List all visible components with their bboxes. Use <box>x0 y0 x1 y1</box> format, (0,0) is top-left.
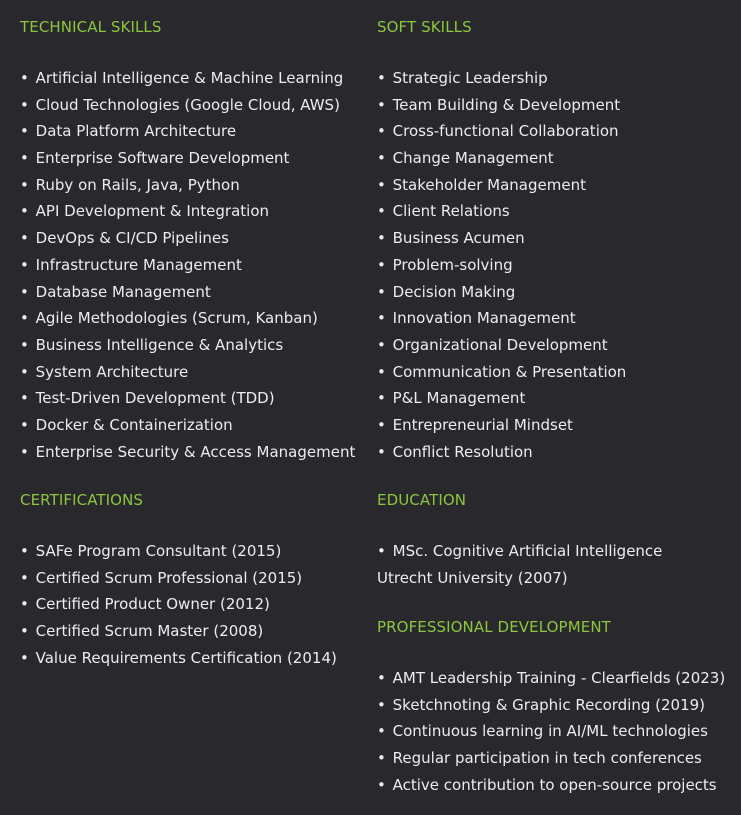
bullet: • <box>377 722 386 741</box>
list-item <box>20 385 355 412</box>
bullet: • <box>377 255 386 274</box>
bullet: • <box>377 695 386 714</box>
bullet: • <box>377 442 386 461</box>
bullet: • <box>377 95 386 114</box>
bullet: • <box>377 309 386 328</box>
list-item <box>377 92 626 119</box>
list-item <box>20 305 355 332</box>
bullet: • <box>20 202 29 221</box>
bullet: • <box>377 542 386 560</box>
list-item-text: Cloud Technologies (Google Cloud, AWS) <box>35 95 340 114</box>
list-item <box>20 198 355 225</box>
list-item-text: Infrastructure Management <box>35 255 242 274</box>
bullet: • <box>377 775 386 794</box>
bullet: • <box>377 749 386 768</box>
list-item <box>20 172 355 199</box>
list-item-text: Business Acumen <box>392 229 525 248</box>
certifications-section <box>20 491 337 671</box>
bullet: • <box>20 95 29 114</box>
list-item-text: Change Management <box>392 149 554 168</box>
list-item <box>377 118 626 145</box>
bullet: • <box>20 309 29 328</box>
list-item-text: Certified Scrum Professional (2015) <box>35 568 303 587</box>
education-degree-text: MSc. Cognitive Artificial Intelligence <box>392 542 663 560</box>
soft-skills-list <box>377 65 626 465</box>
list-item-text: Strategic Leadership <box>392 69 548 87</box>
list-item-text: Business Intelligence & Analytics <box>35 335 284 354</box>
list-item <box>377 252 626 279</box>
list-item <box>377 332 626 359</box>
bullet: • <box>377 149 386 168</box>
soft-skills-section <box>377 18 626 465</box>
list-item-text: API Development & Integration <box>35 202 270 221</box>
list-item-text: Sketchnoting & Graphic Recording (2019) <box>392 695 706 714</box>
list-item <box>20 412 355 439</box>
list-item-text: Problem-solving <box>392 255 513 274</box>
list-item <box>377 279 626 306</box>
professional-development-heading: PROFESSIONAL DEVELOPMENT <box>377 618 611 636</box>
list-item <box>20 332 355 359</box>
list-item-text: Cross-functional Collaboration <box>392 122 619 141</box>
list-item-text: Client Relations <box>392 202 510 221</box>
list-item <box>377 65 626 92</box>
bullet: • <box>377 389 386 408</box>
bullet: • <box>20 149 29 168</box>
list-item <box>20 279 355 306</box>
list-item <box>377 745 725 772</box>
list-item-text: Ruby on Rails, Java, Python <box>35 175 240 194</box>
list-item <box>20 439 355 466</box>
list-item <box>377 359 626 386</box>
list-item-text: P&L Management <box>392 389 526 408</box>
list-item <box>377 145 626 172</box>
list-item-text: Stakeholder Management <box>392 175 586 194</box>
professional-development-section <box>377 618 725 798</box>
list-item <box>377 665 725 692</box>
list-item-text: Decision Making <box>392 282 516 301</box>
list-item-text: System Architecture <box>35 362 189 381</box>
bullet: • <box>377 202 386 221</box>
list-item-text: SAFe Program Consultant (2015) <box>35 542 282 560</box>
bullet: • <box>377 229 386 248</box>
bullet: • <box>20 362 29 381</box>
education-section <box>377 491 662 591</box>
bullet: • <box>20 255 29 274</box>
list-item <box>20 252 355 279</box>
bullet: • <box>20 648 29 667</box>
list-item <box>377 225 626 252</box>
list-item-text: AMT Leadership Training - Clearfields (2023) <box>392 669 726 687</box>
education-institution: Utrecht University (2007) <box>377 568 568 587</box>
professional-development-list <box>377 665 725 798</box>
bullet: • <box>20 442 29 461</box>
list-item <box>20 359 355 386</box>
list-item-text: Enterprise Security & Access Management <box>35 442 356 461</box>
bullet: • <box>377 175 386 194</box>
list-item <box>377 439 626 466</box>
list-item-text: Communication & Presentation <box>392 362 627 381</box>
list-item <box>20 225 355 252</box>
bullet: • <box>377 69 386 87</box>
list-item <box>20 92 355 119</box>
technical-skills-section <box>20 18 355 465</box>
list-item-text: Continuous learning in AI/ML technologies <box>392 722 708 741</box>
bullet: • <box>20 175 29 194</box>
technical-skills-heading: TECHNICAL SKILLS <box>20 18 162 36</box>
bullet: • <box>20 622 29 641</box>
bullet: • <box>377 362 386 381</box>
bullet: • <box>377 335 386 354</box>
list-item-text: Agile Methodologies (Scrum, Kanban) <box>35 309 318 328</box>
list-item <box>377 718 725 745</box>
bullet: • <box>20 542 29 560</box>
list-item <box>20 591 337 618</box>
list-item-text: Certified Scrum Master (2008) <box>35 622 264 641</box>
list-item-text: Value Requirements Certification (2014) <box>35 648 337 667</box>
list-item-text: Data Platform Architecture <box>35 122 237 141</box>
list-item-text: Regular participation in tech conferences <box>392 749 702 768</box>
list-item <box>377 305 626 332</box>
bullet: • <box>377 282 386 301</box>
bullet: • <box>20 229 29 248</box>
list-item <box>377 385 626 412</box>
list-item <box>20 145 355 172</box>
list-item <box>20 645 337 672</box>
bullet: • <box>20 595 29 614</box>
list-item-text: Enterprise Software Development <box>35 149 290 168</box>
bullet: • <box>20 335 29 354</box>
certifications-list <box>20 538 337 671</box>
list-item-text: Conflict Resolution <box>392 442 533 461</box>
list-item <box>20 538 337 565</box>
bullet: • <box>20 282 29 301</box>
list-item <box>377 772 725 799</box>
list-item <box>377 692 725 719</box>
bullet: • <box>20 69 29 87</box>
bullet: • <box>20 415 29 434</box>
list-item-text: Organizational Development <box>392 335 608 354</box>
education-degree <box>377 538 662 565</box>
bullet: • <box>20 122 29 141</box>
list-item-text: Artificial Intelligence & Machine Learning <box>35 69 344 87</box>
list-item-text: Database Management <box>35 282 211 301</box>
bullet: • <box>20 568 29 587</box>
list-item-text: Innovation Management <box>392 309 576 328</box>
list-item <box>20 618 337 645</box>
list-item-text: Active contribution to open-source projects <box>392 775 717 794</box>
list-item <box>377 412 626 439</box>
soft-skills-heading: SOFT SKILLS <box>377 18 472 36</box>
list-item <box>377 172 626 199</box>
bullet: • <box>20 389 29 408</box>
bullet: • <box>377 669 386 687</box>
list-item <box>377 198 626 225</box>
list-item-text: Certified Product Owner (2012) <box>35 595 270 614</box>
list-item-text: Entrepreneurial Mindset <box>392 415 573 434</box>
list-item-text: Docker & Containerization <box>35 415 233 434</box>
technical-skills-list <box>20 65 355 465</box>
list-item <box>20 118 355 145</box>
list-item-text: Team Building & Development <box>392 95 621 114</box>
education-heading: EDUCATION <box>377 491 467 509</box>
list-item <box>20 65 355 92</box>
list-item <box>20 565 337 592</box>
list-item-text: Test-Driven Development (TDD) <box>35 389 275 408</box>
bullet: • <box>377 415 386 434</box>
list-item-text: DevOps & CI/CD Pipelines <box>35 229 229 248</box>
bullet: • <box>377 122 386 141</box>
certifications-heading: CERTIFICATIONS <box>20 491 144 509</box>
